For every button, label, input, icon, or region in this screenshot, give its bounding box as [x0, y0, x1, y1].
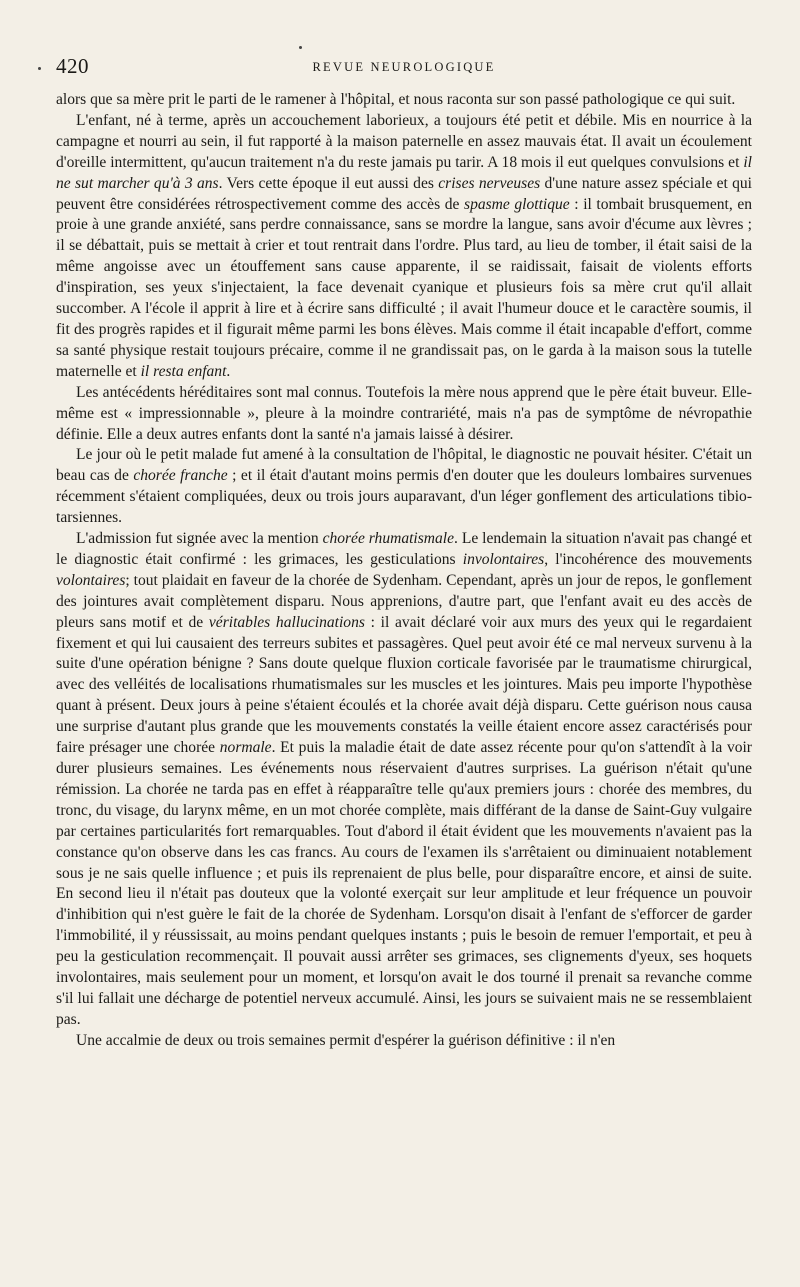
text-run: L'enfant, né à terme, après un accouchement laborieux, a toujours été petit et débile. Mis en nourrice à la campagne et nourri au sein, il fut rapporté à la maison paternelle en assez mauvais état. Il avait un écoulement d'oreille intermittent, qu'aucun traitement n'a du reste jamais pu tarir. A 18 mois il eut quelques convulsions et [56, 111, 752, 171]
italic-text: volontaires [56, 571, 126, 589]
text-run: : il avait déclaré voir aux murs des yeux qui le regardaient fixement et qui lui causaient des terreurs subites et passagères. Quel peut avoir été ce mal nerveux survenu à la suite d'une opération bénigne ? Sans doute quelque fluxion corticale favorisée par le traumatisme chirurgical, avec des velléités de localisations rhumatismales sur les muscles et les jointures. Mais peu importe l'hypothèse quant à présent. Deux jours à peine s'étaient écoulés et la chorée avait déjà disparu. Cette guérison nous causa une surprise d'autant plus grande que les mouvements constatés la veille étaient encore assez caractérisés pour faire présager une chorée [56, 613, 753, 757]
text-run: . [226, 362, 231, 380]
italic-text: il ne sut marcher qu'à 3 ans [56, 153, 752, 192]
italic-text: crises nerveuses [438, 174, 541, 192]
text-run: . Et puis la maladie était de date assez récente pour qu'on s'attendît à la voir durer plusieurs semaines. Les événements nous réservaient d'autres surprises. La guérison n'était qu'une rémission. La chorée ne tarda pas en effet à réapparaître telle qu'aux premiers jours : chorée des membres, du tronc, du visage, du larynx même, en un mot chorée complète, mais différant de la danse de Saint-Guy vulgaire par certaines particularités fort remarquables. Tout d'abord il était évident que les mouvements n'avaient pas la constance qu'on observe dans les cas francs. Au cours de l'examen ils s'arrêtaient ou diminuaient notablement sous je ne sais quelle influence ; et puis ils reprenaient de plus belle, pour disparaître encore, et ainsi de suite. En second lieu il n'était pas douteux que la volonté exerçait sur leur amplitude et leur fréquence un pouvoir d'inhibition qui n'est guère le fait de la chorée de Sydenham. Lorsqu'on disait à l'enfant de s'efforcer de garder l'immobilité, il y réussissait, au moins pendant quelques instants ; puis le besoin de remuer l'emportait, et peu à peu la gesticulation recommençait. Il pouvait aussi arrêter ses grimaces, ses clignements d'yeux, ses hoquets involontaires, mais seulement pour un moment, et lorsqu'on avait le dos tourné il prenait sa revanche comme s'il lui fallait une décharge de potentiel nerveux accumulé. Ainsi, les jours se suivaient mais ne se ressemblaient pas. [56, 739, 752, 1028]
running-title: REVUE NEUROLOGIQUE [312, 60, 496, 74]
text-run: : il tombait brusquement, en proie à une grande anxiété, sans perdre connaissance, sans se mordre la langue, sans avoir d'écume aux lèvres ; il se débattait, puis se mettait à crier et tout rentrait dans l'ordre. Plus tard, au lieu de tomber, il était saisi de la même angoisse avec un étouffement sans cause apparente, il se raidissait, faisait de violents efforts d'inspiration, ses yeux s'injectaient, la face devenait cyanique et plusieurs fois sa mère crut qu'il allait succomber. A l'école il apprit à lire et à écrire sans difficulté ; il avait l'humeur douce et le caractère soumis, il fit des progrès rapides et il figurait même parmi les bons élèves. Mais comme il était incapable d'effort, comme sa santé physique restait toujours précaire, comme il ne grandissait pas, on le garda à la maison sous la tutelle maternelle et [56, 195, 752, 380]
text-run: ; tout plaidait en faveur de la chorée de Sydenham. Cependant, après un jour de repos, le gonflement des jointures avait complètement disparu. Nous apprenions, d'autre part, que l'enfant avait eu des accès de pleurs sans motif et de [56, 571, 752, 631]
italic-text: véritables hallucinations [208, 613, 365, 631]
text-run: d'une nature assez spéciale et qui peuvent être considérées rétrospectivement comme des accès de [56, 174, 753, 213]
italic-text: chorée franche [133, 467, 228, 485]
text-run: Une accalmie de deux ou trois semaines permit d'espérer la guérison définitive : il n'en [76, 1031, 616, 1049]
paragraph [56, 383, 752, 446]
paragraph [56, 111, 752, 383]
page-number: 420 [56, 54, 89, 78]
text-run: . Vers cette époque il eut aussi des [218, 174, 439, 192]
margin-dot [38, 67, 41, 70]
body-text [56, 90, 752, 1052]
italic-text: involontaires [462, 550, 545, 568]
text-run: , l'incohérence des mouvements [544, 550, 752, 568]
page-header [56, 50, 752, 90]
italic-text: normale [219, 739, 272, 757]
paragraph [56, 90, 752, 111]
text-run: L'admission fut signée avec la mention [76, 530, 323, 548]
italic-text: spasme glottique [464, 195, 570, 213]
paragraph [56, 445, 752, 529]
text-run: . Le lendemain la situation n'avait pas changé et le diagnostic était confirmé : les grimaces, les gesticulations [56, 530, 752, 568]
text-run: Le jour où le petit malade fut amené à la consultation de l'hôpital, le diagnostic ne pouvait hésiter. C'était un beau cas de [56, 446, 752, 485]
text-run: alors que sa mère prit le parti de le ramener à l'hôpital, et nous raconta sur son passé pathologique ce qui suit. [56, 91, 736, 108]
italic-text: il resta enfant [140, 362, 227, 380]
text-run: ; et il était d'autant moins permis d'en douter que les douleurs lombaires survenues récemment s'étaient compliquées, deux ou trois jours auparavant, d'un léger gonflement des articulations tibio-tarsiennes. [56, 467, 752, 527]
text-run: Les antécédents héréditaires sont mal connus. Toutefois la mère nous apprend que le père était buveur. Elle-même est « impressionnable », pleure à la moindre contrariété, mais n'a pas de symptôme de névropathie définie. Elle a deux autres enfants dont la santé n'a jamais laissé à désirer. [56, 383, 752, 443]
margin-dot [299, 46, 302, 49]
paragraph [56, 1031, 752, 1052]
italic-text: chorée rhumatismale [322, 530, 455, 548]
paragraph [56, 529, 752, 1031]
